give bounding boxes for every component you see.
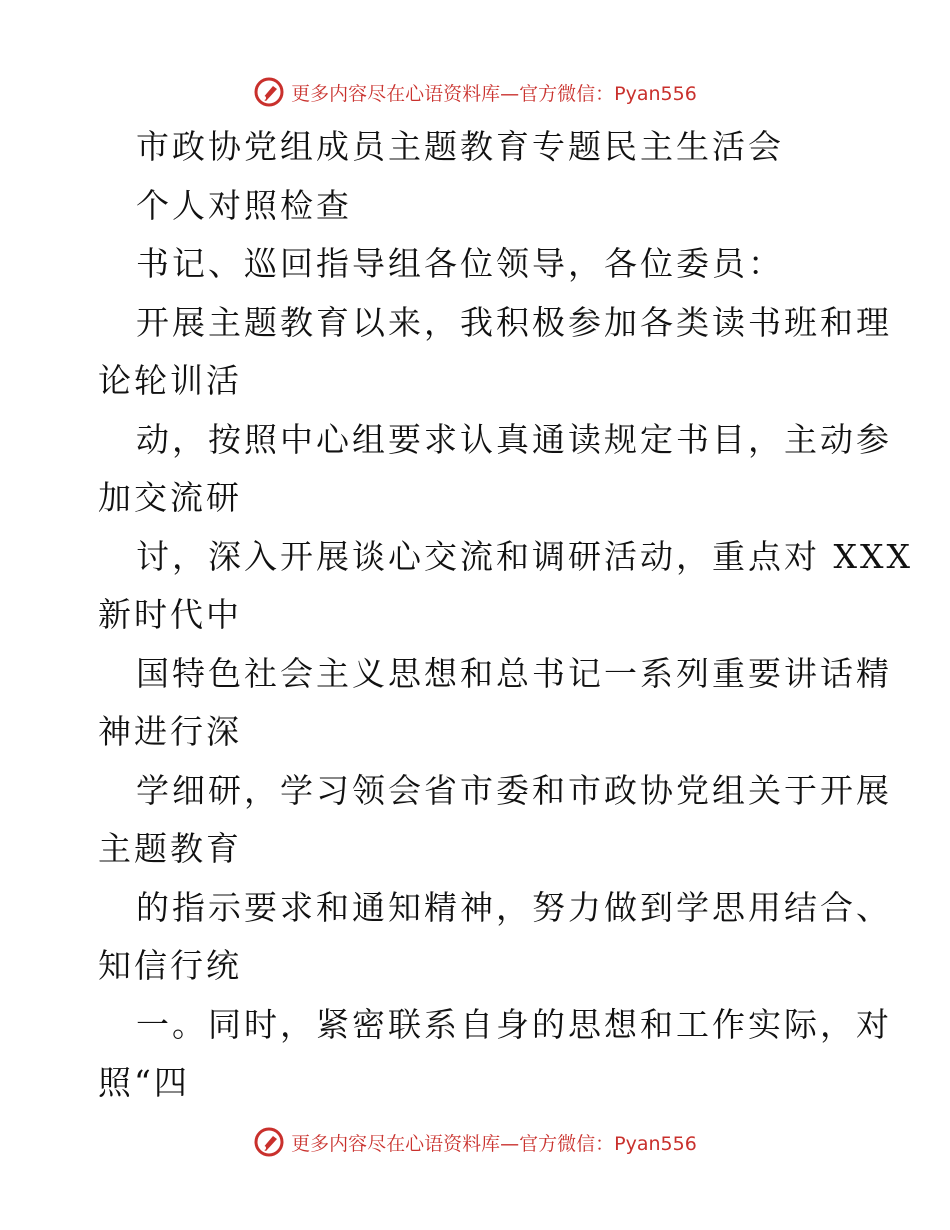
text-line: 个人对照检查 bbox=[136, 185, 352, 225]
pen-logo-icon bbox=[253, 1126, 285, 1158]
text-line: 一。同时，紧密联系自身的思想和工作实际，对 bbox=[136, 1004, 892, 1044]
pen-logo-icon bbox=[253, 76, 285, 108]
text-line: 主题教育 bbox=[98, 829, 242, 868]
text-line: 开展主题教育以来，我积极参加各类读书班和理 bbox=[136, 302, 892, 342]
text-line: 市政协党组成员主题教育专题民主生活会 bbox=[136, 127, 784, 166]
text-line: 加交流研 bbox=[98, 478, 242, 517]
document-body bbox=[98, 118, 913, 1113]
text-line: 知信行统 bbox=[98, 946, 242, 985]
footer-banner-text: 更多内容尽在心语资料库—官方微信：Pyan556 bbox=[291, 1132, 697, 1155]
text-line: 的指示要求和通知精神，努力做到学思用结合、 bbox=[136, 887, 892, 927]
footer-banner bbox=[0, 1122, 950, 1162]
text-line: 学细研，学习领会省市委和市政协党组关于开展 bbox=[136, 770, 892, 810]
header-banner-text: 更多内容尽在心语资料库—官方微信：Pyan556 bbox=[291, 82, 697, 105]
text-line: 神进行深 bbox=[98, 712, 242, 751]
text-line: 新时代中 bbox=[98, 595, 242, 634]
header-banner bbox=[0, 72, 950, 112]
text-line: 论轮训活 bbox=[98, 361, 242, 400]
text-line: 讨，深入开展谈心交流和调研活动，重点对 XXX bbox=[136, 536, 913, 576]
text-line: 照“四 bbox=[98, 1063, 190, 1102]
text-line: 动，按照中心组要求认真通读规定书目，主动参 bbox=[136, 419, 892, 459]
text-line: 书记、巡回指导组各位领导，各位委员： bbox=[136, 244, 784, 283]
text-line: 国特色社会主义思想和总书记一系列重要讲话精 bbox=[136, 653, 892, 693]
